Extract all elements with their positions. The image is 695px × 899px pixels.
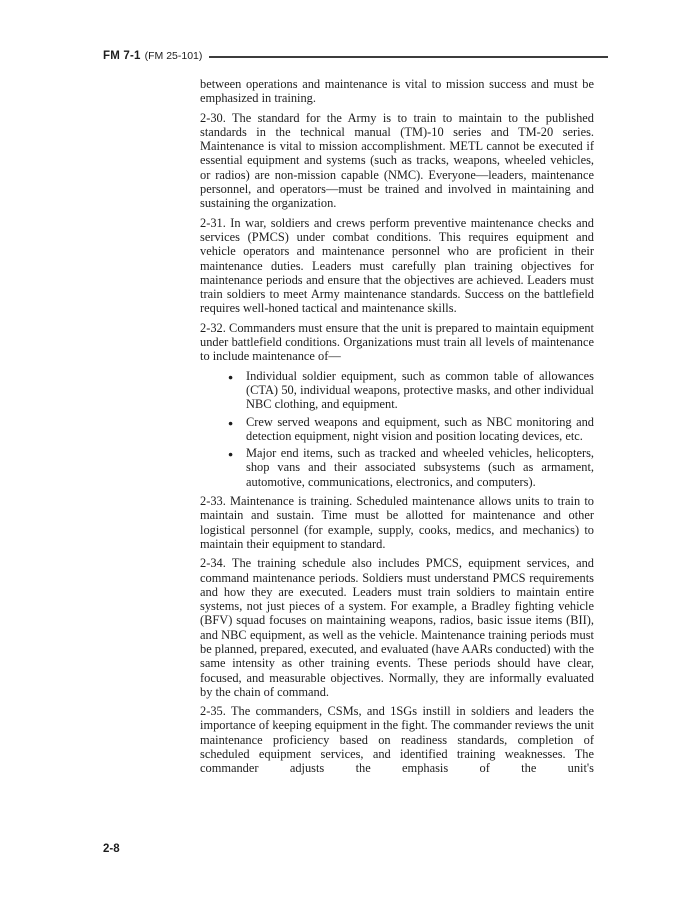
paragraph-2-34: 2-34. The training schedule also includes PMCS, equipment services, and command maintenance periods. Soldiers must understand PMCS requirements and how they are executed. Leaders must train soldiers to maintain entire systems, not just pieces of a system. For example, a Bradley fighting vehicle (BFV) squad focuses on maintaining weapons, radios, basic issue items (BII), and NBC equipment, as well as the vehicle. Maintenance training periods must be planned, prepared, executed, and evaluated (have AARs conducted) with the same intensity as other training events. These periods should have clear, focused, and measurable objectives. Normally, they are informally evaluated by the chain of command. bbox=[200, 556, 594, 699]
paragraph-2-30: 2-30. The standard for the Army is to train to maintain to the published standards in the technical manual (TM)-10 series and TM-20 series. Maintenance is vital to mission accomplishment. METL cannot be executed if essential equipment and systems (such as tracks, weapons, wheeled vehicles, or radios) are non-mission capable (NMC). Everyone—leaders, maintenance personnel, and operators—must be trained and involved in maintaining and sustaining the organization. bbox=[200, 110, 594, 211]
paragraph-2-33: 2-33. Maintenance is training. Scheduled maintenance allows units to train to maintain and sustain. Time must be allotted for maintenance and other logistical personnel (for example, supply, cooks, medics, and mechanics) to maintain their equipment to standard. bbox=[200, 494, 594, 551]
paragraph-2-32: 2-32. Commanders must ensure that the unit is prepared to maintain equipment under battlefield conditions. Organizations must train all levels of maintenance to include maintenance of— bbox=[200, 320, 594, 364]
page-number: 2-8 bbox=[103, 843, 120, 855]
page-header bbox=[103, 50, 608, 62]
paragraph-2-31: 2-31. In war, soldiers and crews perform preventive maintenance checks and services (PMCS) under combat conditions. This requires equipment and vehicle operators and maintenance personnel who are proficient in their maintenance duties. Leaders must carefully plan training objectives for maintenance periods and ensure that the objectives are achieved. Leaders must train soldiers to meet Army maintenance standards. Success on the battlefield requires well-honed tactical and maintenance skills. bbox=[200, 215, 594, 316]
document-body bbox=[200, 77, 594, 781]
bullet-item: ● Crew served weapons and equipment, such as NBC monitoring and detection equipment, night vision and position locating devices, etc. bbox=[200, 415, 594, 444]
header-doc-code: FM 7-1 bbox=[103, 50, 141, 62]
maintenance-bullet-list bbox=[200, 369, 594, 489]
paragraph-2-35: 2-35. The commanders, CSMs, and 1SGs instill in soldiers and leaders the importance of keeping equipment in the fight. The commander reviews the unit maintenance proficiency based on readiness standards, completion of scheduled equipment services, and identified training weaknesses. The commander adjusts the emphasis of the unit's bbox=[200, 704, 594, 776]
header-doc-code-superseded: (FM 25-101) bbox=[144, 50, 203, 62]
page-footer bbox=[103, 843, 120, 855]
bullet-item: ● Individual soldier equipment, such as common table of allowances (CTA) 50, individual weapons, protective masks, and other individual NBC clothing, and equipment. bbox=[200, 369, 594, 412]
paragraph-continued: between operations and maintenance is vital to mission success and must be emphasized in training. bbox=[200, 77, 594, 106]
header-rule bbox=[209, 56, 608, 58]
bullet-item: ● Major end items, such as tracked and wheeled vehicles, helicopters, shop vans and their associated subsystems (such as armament, automotive, communications, electronics, and computers). bbox=[200, 446, 594, 489]
